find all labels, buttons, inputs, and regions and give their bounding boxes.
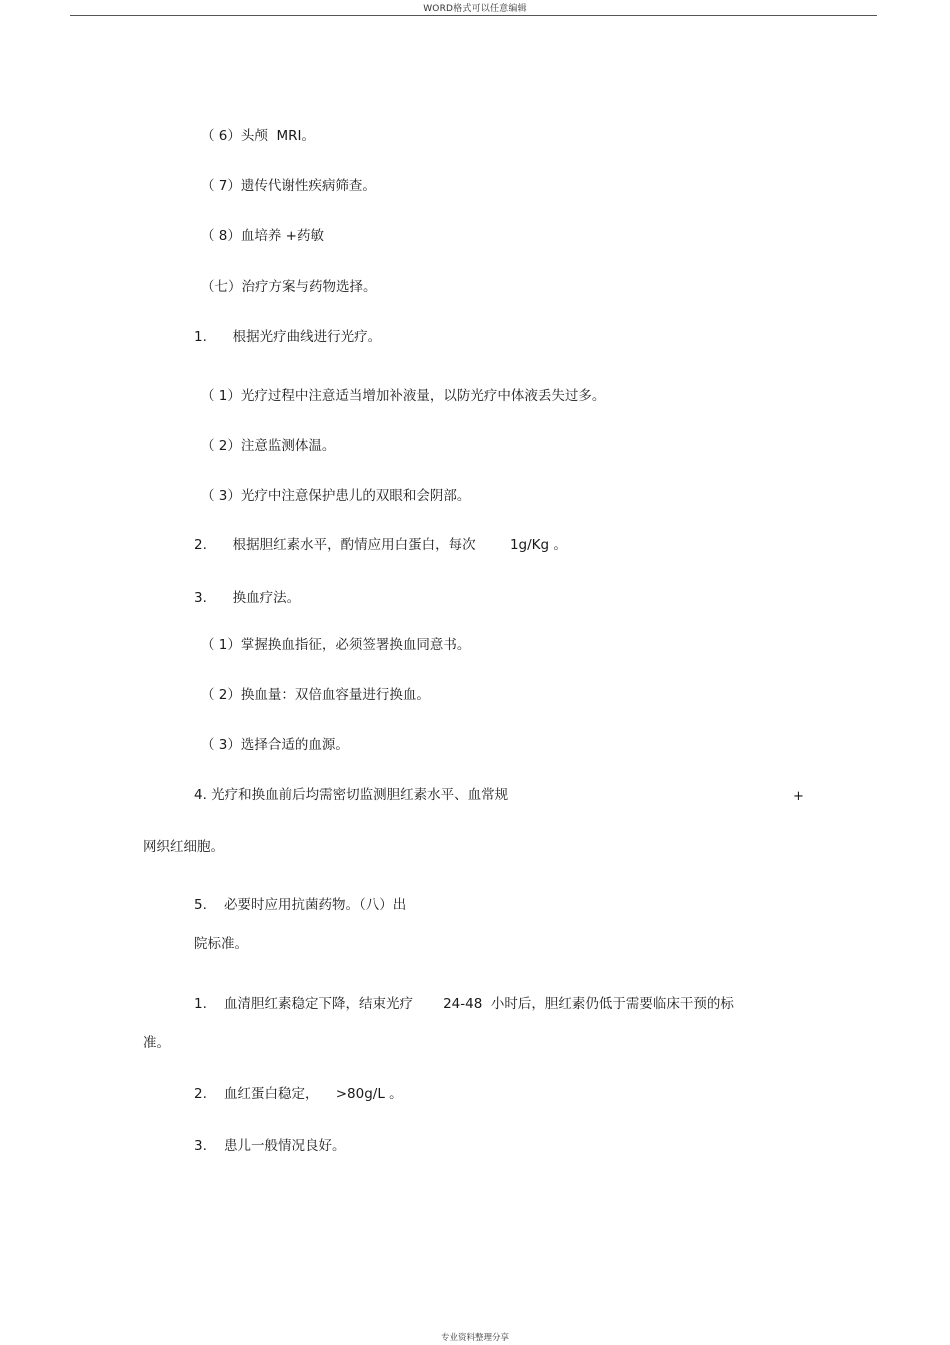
header-text: WORD格式可以任意编辑: [423, 4, 527, 14]
treatment-subitem-3-2: （ 2）换血量：双倍血容量进行换血。: [201, 687, 430, 703]
exam-item-8: （ 8）血培养 +药敏: [201, 228, 324, 244]
treatment-subitem-1-3: （ 3）光疗中注意保护患儿的双眼和会阴部。: [201, 488, 471, 504]
page-footer: 专业资料整理分享: [440, 1333, 509, 1343]
discharge-item-1-continued: 准。: [143, 1035, 170, 1051]
header-rule: [70, 15, 877, 16]
treatment-subitem-3-3: （ 3）选择合适的血源。: [201, 737, 349, 753]
page-header: [0, 0, 950, 16]
treatment-item-5: 5. 必要时应用抗菌药物。（八）出: [194, 897, 407, 913]
exam-item-7: （ 7）遗传代谢性疾病筛查。: [201, 178, 376, 194]
treatment-item-2: 2. 根据胆红素水平，酌情应用白蛋白，每次 1g/Kg 。: [194, 537, 567, 553]
discharge-item-1: 1. 血清胆红素稳定下降，结束光疗 24-48 小时后，胆红素仍低于需要临床干预的标: [194, 996, 734, 1012]
section-heading-discharge: 院标准。: [194, 936, 248, 952]
section-heading-treatment: （七）治疗方案与药物选择。: [201, 279, 377, 295]
treatment-item-4: 4. 光疗和换血前后均需密切监测胆红素水平、血常规: [194, 787, 509, 803]
discharge-item-2: 2. 血红蛋白稳定， >80g/L 。: [194, 1086, 403, 1102]
plus-sign: +: [793, 789, 804, 804]
treatment-item-4-continued: 网织红细胞。: [143, 839, 224, 855]
discharge-item-3: 3. 患儿一般情况良好。: [194, 1138, 346, 1154]
treatment-subitem-3-1: （ 1）掌握换血指征，必须签署换血同意书。: [201, 637, 471, 653]
treatment-item-1: 1. 根据光疗曲线进行光疗。: [194, 329, 382, 345]
treatment-item-3: 3. 换血疗法。: [194, 590, 301, 606]
treatment-subitem-1-1: （ 1）光疗过程中注意适当增加补液量，以防光疗中体液丢失过多。: [201, 388, 606, 404]
exam-item-6: （ 6）头颅 MRI。: [201, 128, 315, 144]
treatment-subitem-1-2: （ 2）注意监测体温。: [201, 438, 336, 454]
